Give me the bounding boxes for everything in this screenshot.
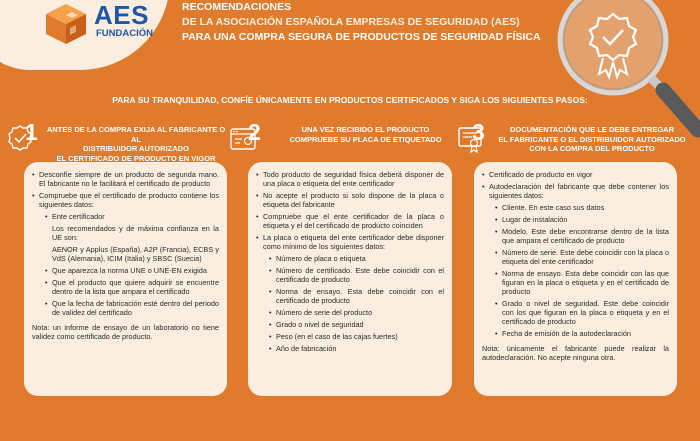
list-subitem: • Que el producto que quiere adquirir se encuentre dentro de la lista que ampara el certificado — [32, 278, 219, 296]
step-1-title-line: DISTRIBUIDOR AUTORIZADO — [83, 144, 189, 153]
step-2-header — [228, 121, 458, 161]
aes-logo-cube-icon — [42, 2, 90, 46]
list-text: Los recomendados y de máxima confianza en la UE son: — [52, 224, 219, 242]
step-3-header — [456, 121, 696, 161]
card-step-1 — [24, 162, 227, 396]
card-note: Nota: un informe de ensayo de un laboratorio no tiene validez como certificado de producto. — [32, 323, 219, 341]
list-item: • No acepte el producto si solo dispone de la placa o etiqueta del fabricante — [256, 191, 444, 209]
list-item: • Todo producto de seguridad física deberá disponer de una placa o etiqueta del ente certificador — [256, 170, 444, 188]
header-line-1: RECOMENDACIONES — [182, 1, 292, 13]
step-2-title-line: UNA VEZ RECIBIDO EL PRODUCTO — [301, 125, 430, 134]
step-1-title — [41, 125, 231, 163]
logo-name: AES — [94, 0, 149, 30]
list-subitem: • Modelo. Este debe encontrarse dentro de la lista que ampara el certificado de producto — [482, 227, 669, 245]
list-subitem: • Norma de ensayo. Esta debe coincidir con el certificado de producto — [256, 287, 444, 305]
step-1-title-line: ANTES DE LA COMPRA EXIJA AL FABRICANTE O AL — [46, 125, 226, 144]
logo-subtitle: FUNDACIÓN — [96, 28, 153, 39]
header-line-3: PARA UNA COMPRA SEGURA DE PRODUCTOS DE SEGURIDAD FÍSICA — [182, 31, 541, 43]
list-item: • Compruebe que el certificado de producto contiene los siguientes datos: — [32, 191, 219, 209]
list-subitem: • Número de serie del producto — [256, 308, 444, 317]
list-subitem: • Ente certificador — [32, 212, 219, 221]
list-subitem: • Cliente. En este caso sus datos — [482, 203, 669, 212]
card-note: Nota: únicamente el fabricante puede realizar la autodeclaración. No acepte ninguna otra. — [482, 344, 669, 362]
list-subitem: • Lugar de instalación — [482, 215, 669, 224]
list-subitem: • Número de certificado. Este debe coincidir con el certificado de producto — [256, 266, 444, 284]
list-subitem: • Año de fabricación — [256, 344, 444, 353]
step-1-number: 1 — [25, 119, 38, 145]
list-subitem: • Grado o nivel de seguridad — [256, 320, 444, 329]
list-item: • La placa o etiqueta del ente certificador debe disponer como mínimo de los siguientes datos: — [256, 233, 444, 251]
step-3-title-line: EL FABRICANTE O EL DISTRIBUIDOR AUTORIZADO — [498, 134, 686, 144]
list-subitem: • Que la fecha de fabricación esté dentro del periodo de validez del certificado — [32, 299, 219, 317]
step-3-number: 3 — [472, 119, 485, 145]
list-subitem: • Número de serie. Este debe coincidir con la placa o etiqueta del ente certificador — [482, 248, 669, 266]
list-item: • Desconfíe siempre de un producto de segunda mano. El fabricante no le facilitará el certificado de producto — [32, 170, 219, 188]
list-item: • Autodeclaración del fabricante que debe contener los siguientes datos: — [482, 182, 669, 200]
step-3-title-line: CON LA COMPRA DEL PRODUCTO — [529, 144, 655, 153]
list-subitem: • Número de placa o etiqueta — [256, 254, 444, 263]
list-text: AENOR y Applus (España), A2P (Francia), ECBS y VdS (Alemania), ICIM (Italia) y SBSC (Suecia) — [52, 245, 219, 263]
subtitle: PARA SU TRANQUILIDAD, CONFÍE ÚNICAMENTE EN PRODUCTOS CERTIFICADOS Y SIGA LOS SIGUIENTES PASOS: — [112, 95, 588, 105]
step-2-number: 2 — [248, 119, 261, 145]
step-2-title — [273, 125, 458, 144]
step-3-title — [490, 125, 694, 154]
list-item: • Compruebe que el ente certificador de la placa o etiqueta y el del certificado de producto coinciden — [256, 212, 444, 230]
card-step-3 — [474, 162, 677, 396]
step-1-header — [5, 121, 230, 161]
step-2-title-line: COMPRUEBE SU PLACA DE ETIQUETADO — [289, 134, 442, 144]
page-header — [182, 0, 562, 45]
card-step-2 — [248, 162, 452, 396]
list-item: • Certificado de producto en vigor — [482, 170, 669, 179]
list-subitem: • Peso (en el caso de las cajas fuertes) — [256, 332, 444, 341]
list-subitem: • Grado o nivel de seguridad. Este debe coincidir con los que figuran en la placa o etiqueta y en el certificado de producto — [482, 299, 669, 326]
list-subitem: • Norma de ensayo. Esta debe coincidir con las que figuran en la placa o etiqueta y en el certificado de producto — [482, 269, 669, 296]
list-subitem: • Fecha de emisión de la autodeclaración — [482, 329, 669, 338]
step-3-title-line: DOCUMENTACIÓN QUE LE DEBE ENTREGAR — [509, 125, 675, 134]
list-subitem: • Que aparezca la norma UNE o UNE-EN exigida — [32, 266, 219, 275]
step-1-title-line: EL CERTIFICADO DE PRODUCTO EN VIGOR — [56, 153, 216, 163]
header-line-2: DE LA ASOCIACIÓN ESPAÑOLA EMPRESAS DE SEGURIDAD (AES) — [182, 16, 520, 28]
